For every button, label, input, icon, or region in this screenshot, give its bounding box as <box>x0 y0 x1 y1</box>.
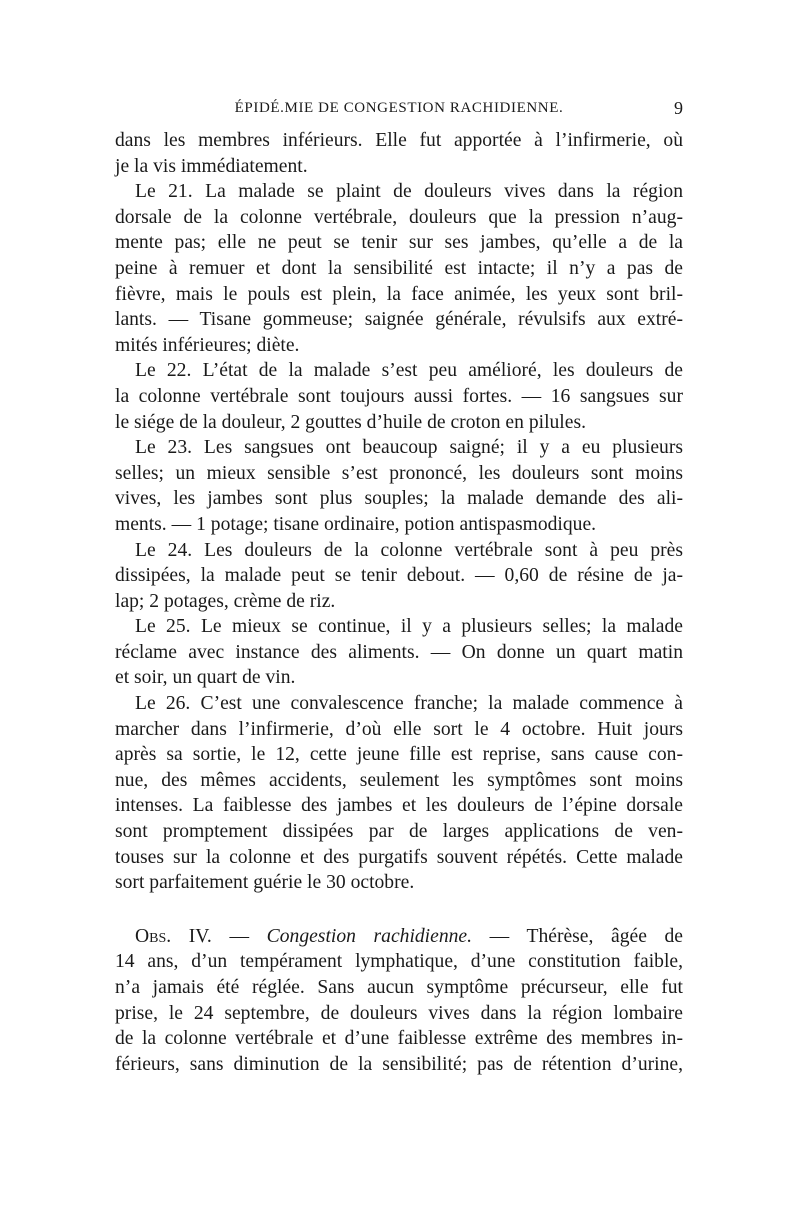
text-line: sont promptement dissipées par de larges applications de ven- <box>115 821 683 843</box>
observation-dash: — <box>472 925 527 947</box>
paragraph-day-25 <box>115 614 683 691</box>
text-line: mente pas; elle ne peut se tenir sur ses jambes, qu’elle a de la <box>115 232 683 254</box>
text-line: n’a jamais été réglée. Sans aucun symptôme précurseur, elle fut <box>115 977 683 998</box>
observation-heading-line <box>115 924 683 950</box>
text-line: 14 ans, d’un tempérament lymphatique, d’une constitution faible, <box>115 951 683 973</box>
text-line: mités inférieures; diète. <box>115 334 300 356</box>
running-head: ÉPIDÉ.MIE DE CONGESTION RACHIDIENNE. <box>234 100 564 116</box>
paragraph-day-21 <box>115 179 683 358</box>
text-line: je la vis immédiatement. <box>115 155 308 177</box>
paragraph-day-22 <box>115 358 683 435</box>
text-line: fièvre, mais le pouls est plein, la face animée, les yeux sont bril- <box>115 283 683 305</box>
text-line: la colonne vertébrale sont toujours aussi fortes. — 16 sangsues sur <box>115 385 683 407</box>
observation-first-line-text: Thérèse, âgée de <box>526 925 683 947</box>
text-line: Le 22. L’état de la malade s’est peu amélioré, les douleurs de <box>135 360 683 382</box>
text-line: touses sur la colonne et des purgatifs souvent répétés. Cette malade <box>115 846 683 868</box>
text-line: intenses. La faiblesse des jambes et les douleurs de l’épine dorsale <box>115 795 683 817</box>
observation-label: Obs. IV. <box>135 925 212 947</box>
text-line: nue, des mêmes accidents, seulement les symptômes sont moins <box>115 769 683 791</box>
paragraph-day-26 <box>115 691 683 896</box>
text-line: et soir, un quart de vin. <box>115 667 296 689</box>
observation-iv <box>115 924 683 1078</box>
page-header <box>115 100 683 124</box>
text-line: dorsale de la colonne vertébrale, douleurs que la pression n’aug- <box>115 206 683 228</box>
text-line: lants. — Tisane gommeuse; saignée générale, révulsifs aux extré- <box>115 309 683 331</box>
text-line: Le 21. La malade se plaint de douleurs vives dans la région <box>135 181 683 203</box>
paragraph-day-24 <box>115 538 683 615</box>
paragraph-day-23 <box>115 435 683 537</box>
text-line: marcher dans l’infirmerie, d’où elle sort le 4 octobre. Huit jours <box>115 718 683 740</box>
text-line: peine à remuer et dont la sensibilité est intacte; il n’y a pas de <box>115 257 683 279</box>
section-spacer <box>115 896 683 924</box>
text-line: Le 23. Les sangsues ont beaucoup saigné; il y a eu plusieurs <box>135 437 683 459</box>
text-line: selles; un mieux sensible s’est prononcé, les douleurs sont moins <box>115 462 683 484</box>
text-line: lap; 2 potages, crème de riz. <box>115 590 336 612</box>
text-line: prise, le 24 septembre, de douleurs vives dans la région lombaire <box>115 1002 683 1024</box>
observation-dash: — <box>211 925 267 947</box>
observation-title: Congestion rachidienne. <box>266 925 473 947</box>
paragraph-continuation <box>115 128 683 179</box>
text-line: réclame avec instance des aliments. — On donne un quart matin <box>115 641 683 663</box>
body-text <box>115 128 683 1077</box>
text-line: dissipées, la malade peut se tenir debout. — 0,60 de résine de ja- <box>115 565 683 587</box>
text-line: après sa sortie, le 12, cette jeune fille est reprise, sans cause con- <box>115 744 683 766</box>
text-line: Le 26. C’est une convalescence franche; la malade commence à <box>135 693 683 715</box>
text-line: dans les membres inférieurs. Elle fut apportée à l’infirmerie, où <box>115 130 683 151</box>
text-line: le siége de la douleur, 2 gouttes d’huile de croton en pilules. <box>115 411 586 433</box>
text-line: vives, les jambes sont plus souples; la malade demande des ali- <box>115 488 683 510</box>
text-line: ments. — 1 potage; tisane ordinaire, potion antispasmodique. <box>115 513 597 535</box>
text-line: Le 25. Le mieux se continue, il y a plusieurs selles; la malade <box>135 616 683 638</box>
text-line: Le 24. Les douleurs de la colonne vertébrale sont à peu près <box>135 539 683 561</box>
text-line: de la colonne vertébrale et d’une faiblesse extrême des membres in- <box>115 1028 683 1050</box>
text-line: férieurs, sans diminution de la sensibilité; pas de rétention d’urine, <box>115 1053 683 1075</box>
text-line: sort parfaitement guérie le 30 octobre. <box>115 872 415 894</box>
page-number: 9 <box>674 98 683 118</box>
